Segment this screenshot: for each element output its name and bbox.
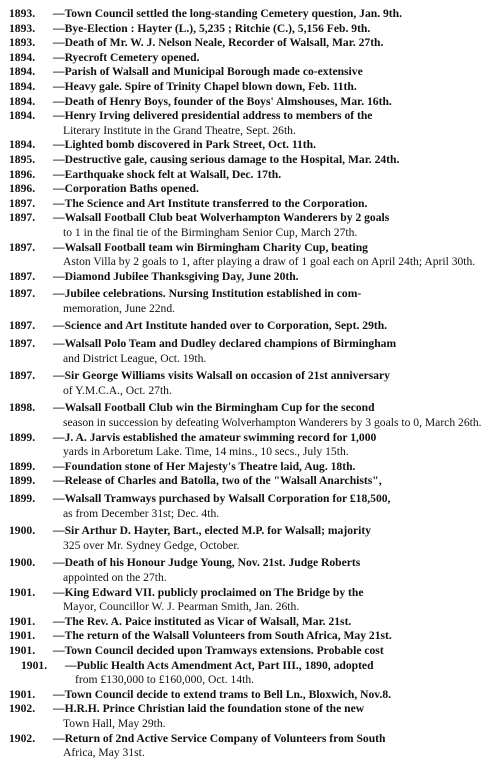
entry-continuation: Mayor, Councillor W. J. Pearman Smith, Jan. 26th. xyxy=(63,600,300,614)
entry-dash: — xyxy=(53,492,65,505)
entry-text: King Edward VII. publicly proclaimed on The Bridge by the xyxy=(64,585,364,599)
entry-year: 1899. xyxy=(9,459,36,473)
entry-text: Walsall Tramways purchased by Walsall Corporation for £18,500, xyxy=(64,492,391,505)
entry-text: Destructive gale, causing serious damage to the Hospital, Mar. 24th. xyxy=(64,152,400,166)
entry-year: 1901. xyxy=(9,687,36,701)
entry-dash: — xyxy=(53,629,65,643)
chronology-entry xyxy=(9,615,497,630)
chronology-entry xyxy=(9,401,497,430)
entry-year: 1897. xyxy=(9,196,36,210)
entry-continuation: memoration, June 22nd. xyxy=(63,301,176,315)
entry-dash: — xyxy=(53,401,65,415)
entry-year: 1897. xyxy=(9,240,36,254)
entry-dash: — xyxy=(53,7,65,20)
entry-dash: — xyxy=(53,702,65,716)
entry-text: Return of 2nd Active Service Company of Volunteers from South xyxy=(64,731,386,745)
entry-year: 1901. xyxy=(9,585,36,599)
entry-year: 1896. xyxy=(9,182,36,196)
chronology-entry xyxy=(9,36,497,51)
chronology-entry xyxy=(9,109,497,138)
chronology-entry xyxy=(9,138,497,153)
entry-dash: — xyxy=(53,94,65,108)
chronology-entry xyxy=(9,644,497,659)
entry-year: 1902. xyxy=(9,702,36,716)
entry-text: Heavy gale. Spire of Trinity Chapel blown down, Feb. 11th. xyxy=(64,79,357,93)
entry-dash: — xyxy=(53,109,65,123)
entry-year: 1900. xyxy=(9,524,36,538)
entry-text: Earthquake shock felt at Walsall, Dec. 17th. xyxy=(64,167,282,181)
entry-continuation: 325 over Mr. Sydney Gedge, October. xyxy=(63,538,240,552)
entry-year: 1897. xyxy=(9,211,36,225)
entry-text: Town Council decide to extend trams to Bell Ln., Bloxwich, Nov.8. xyxy=(64,687,392,701)
entry-year: 1897. xyxy=(9,369,36,383)
entry-year: 1894. xyxy=(9,138,36,152)
entry-text: Walsall Polo Team and Dudley declared champions of Birmingham xyxy=(64,337,397,351)
entry-dash: — xyxy=(53,240,65,254)
chronology-entry xyxy=(9,556,497,585)
entry-text: H.R.H. Prince Christian laid the foundation stone of the new xyxy=(64,702,365,716)
entry-text: Henry Irving delivered presidential address to members of the xyxy=(64,109,373,123)
entry-year: 1893. xyxy=(9,21,36,35)
entry-continuation: Africa, May 31st. xyxy=(63,746,145,760)
chronology-entry xyxy=(9,95,497,110)
chronology-entry xyxy=(9,65,497,80)
chronology-entry xyxy=(9,702,497,731)
entry-text: The Rev. A. Paice instituted as Vicar of Walsall, Mar. 21st. xyxy=(64,614,352,628)
entry-text: Walsall Football Club beat Wolverhampton Wanderers by 2 goals xyxy=(64,211,390,225)
chronology-entry xyxy=(9,460,497,475)
entry-dash: — xyxy=(53,643,65,657)
entry-dash: — xyxy=(53,459,65,473)
entry-year: 1898. xyxy=(9,401,36,415)
entry-year: 1894. xyxy=(9,94,36,108)
entry-text: Town Council decided upon Tramways extensions. Probable cost xyxy=(64,643,384,657)
entry-continuation: yards in Arboretum Lake. Time, 14 mins., 10 secs., July 15th. xyxy=(63,445,349,459)
entry-text: Ryecroft Cemetery opened. xyxy=(64,50,200,64)
entry-year: 1899. xyxy=(9,430,36,444)
entry-text: Walsall Football team win Birmingham Charity Cup, beating xyxy=(64,240,368,254)
entry-continuation: Literary Institute in the Grand Theatre, Sept. 26th. xyxy=(63,123,296,137)
entry-continuation: season in succession by defeating Wolverhampton Wanderers by 3 goals to 0, March 26th. xyxy=(63,416,482,430)
entry-continuation: as from December 31st; Dec. 4th. xyxy=(63,506,220,520)
chronology-entry xyxy=(9,182,497,197)
chronology-entry xyxy=(9,732,497,761)
chronology-entry xyxy=(9,492,497,521)
chronology-entry xyxy=(9,431,497,460)
entry-year: 1900. xyxy=(9,556,36,570)
entry-text: The return of the Walsall Volunteers from South Africa, May 21st. xyxy=(64,629,392,643)
entry-text: Corporation Baths opened. xyxy=(64,182,199,196)
entry-dash: — xyxy=(53,50,65,64)
chronology-entry xyxy=(9,688,497,703)
chronology-entry xyxy=(9,168,497,183)
chronology-entry xyxy=(9,319,497,334)
entry-dash: — xyxy=(53,211,65,225)
entry-continuation: to 1 in the final tie of the Birmingham Senior Cup, March 27th. xyxy=(63,225,358,239)
entry-text: Jubilee celebrations. Nursing Institution established in com- xyxy=(64,287,362,301)
entry-year: 1897. xyxy=(9,337,36,351)
chronology-entry xyxy=(9,80,497,95)
entry-dash: — xyxy=(53,614,65,628)
entry-text: Sir George Williams visits Walsall on occasion of 21st anniversary xyxy=(64,369,390,383)
entry-dash: — xyxy=(53,36,65,50)
entry-dash: — xyxy=(53,287,65,301)
entry-continuation: from £130,000 to £160,000, Oct. 14th. xyxy=(75,673,255,687)
chronology-entry xyxy=(9,241,497,270)
chronology-entry xyxy=(9,270,497,285)
entry-dash: — xyxy=(53,79,65,93)
chronology-entry xyxy=(9,586,497,615)
entry-year: 1901. xyxy=(9,643,36,657)
entry-continuation: of Y.M.C.A., Oct. 27th. xyxy=(63,383,172,397)
entry-continuation: appointed on the 27th. xyxy=(63,570,167,584)
chronology-entry xyxy=(9,153,497,168)
entry-text: Bye-Election : Hayter (L.), 5,235 ; Ritchie (C.), 5,156 Feb. 9th. xyxy=(64,21,371,35)
entry-text: Lighted bomb discovered in Park Street, Oct. 11th. xyxy=(64,138,317,152)
entry-year: 1894. xyxy=(9,50,36,64)
entry-dash: — xyxy=(53,369,65,383)
entry-year: 1899. xyxy=(9,492,36,505)
entry-text: The Science and Art Institute transferred to the Corporation. xyxy=(64,196,368,210)
chronology-entry xyxy=(9,51,497,66)
entry-dash: — xyxy=(53,182,65,196)
entry-dash: — xyxy=(53,269,65,283)
entry-year: 1899. xyxy=(9,474,36,488)
entry-text: Sir Arthur D. Hayter, Bart., elected M.P. for Walsall; majority xyxy=(64,524,372,538)
entry-continuation: Town Hall, May 29th. xyxy=(63,716,166,730)
entry-dash: — xyxy=(53,21,65,35)
entry-year: 1901. xyxy=(21,658,48,672)
entry-year: 1902. xyxy=(9,731,36,745)
entry-dash: — xyxy=(53,585,65,599)
entry-dash: — xyxy=(53,152,65,166)
chronology-entry xyxy=(9,197,497,212)
entry-dash: — xyxy=(53,474,65,488)
entry-text: Release of Charles and Batolla, two of the "Walsall Anarchists", xyxy=(64,474,382,488)
entry-year: 1897. xyxy=(9,319,36,333)
entry-year: 1897. xyxy=(9,269,36,283)
entry-continuation: Aston Villa by 2 goals to 1, after playing a draw of 1 goal each on April 24th; April 30th. xyxy=(63,255,476,269)
entry-dash: — xyxy=(53,196,65,210)
entry-dash: — xyxy=(53,556,65,570)
entry-year: 1896. xyxy=(9,167,36,181)
entry-year: 1894. xyxy=(9,65,36,79)
entry-dash: — xyxy=(53,319,65,333)
entry-text: Foundation stone of Her Majesty's Theatre laid, Aug. 18th. xyxy=(64,459,356,473)
entry-text: Death of his Honour Judge Young, Nov. 21st. Judge Roberts xyxy=(64,556,361,570)
entry-year: 1901. xyxy=(9,629,36,643)
entry-dash: — xyxy=(53,65,65,79)
entry-year: 1894. xyxy=(9,109,36,123)
entry-dash: — xyxy=(53,430,65,444)
entry-text: Death of Mr. W. J. Nelson Neale, Recorder of Walsall, Mar. 27th. xyxy=(64,36,384,50)
chronology-entry xyxy=(9,7,497,22)
entry-year: 1897. xyxy=(9,287,36,301)
entry-dash: — xyxy=(65,658,77,672)
chronology-entry xyxy=(9,474,497,489)
entry-dash: — xyxy=(53,524,65,538)
chronology-entry xyxy=(9,524,497,553)
entry-dash: — xyxy=(53,167,65,181)
chronology-entry xyxy=(9,211,497,240)
entry-text: Death of Henry Boys, founder of the Boys' Almshouses, Mar. 16th. xyxy=(64,94,392,108)
entry-dash: — xyxy=(53,138,65,152)
entry-text: J. A. Jarvis established the amateur swimming record for 1,000 xyxy=(64,430,377,444)
chronology-entry xyxy=(9,337,497,366)
entry-continuation: and District League, Oct. 19th. xyxy=(63,351,207,365)
entry-text: Walsall Football Club win the Birmingham Cup for the second xyxy=(64,401,375,415)
entry-year: 1893. xyxy=(9,36,36,50)
chronology-entry xyxy=(9,659,497,688)
chronology-entry xyxy=(9,22,497,37)
entry-text: Parish of Walsall and Municipal Borough made co-extensive xyxy=(64,65,363,79)
entry-year: 1895. xyxy=(9,152,36,166)
entry-text: Science and Art Institute handed over to Corporation, Sept. 29th. xyxy=(64,319,388,333)
entry-dash: — xyxy=(53,731,65,745)
entry-text: Public Health Acts Amendment Act, Part III., 1890, adopted xyxy=(76,658,374,672)
entry-year: 1894. xyxy=(9,79,36,93)
chronology-entry xyxy=(9,369,497,398)
entry-text: Diamond Jubilee Thanksgiving Day, June 20th. xyxy=(64,269,299,283)
entry-dash: — xyxy=(53,687,65,701)
entry-dash: — xyxy=(53,337,65,351)
entry-year: 1901. xyxy=(9,614,36,628)
entry-year: 1893. xyxy=(9,7,36,20)
chronology-entry xyxy=(9,287,497,316)
chronology-entry xyxy=(9,629,497,644)
entry-text: Town Council settled the long-standing Cemetery question, Jan. 9th. xyxy=(64,7,403,20)
